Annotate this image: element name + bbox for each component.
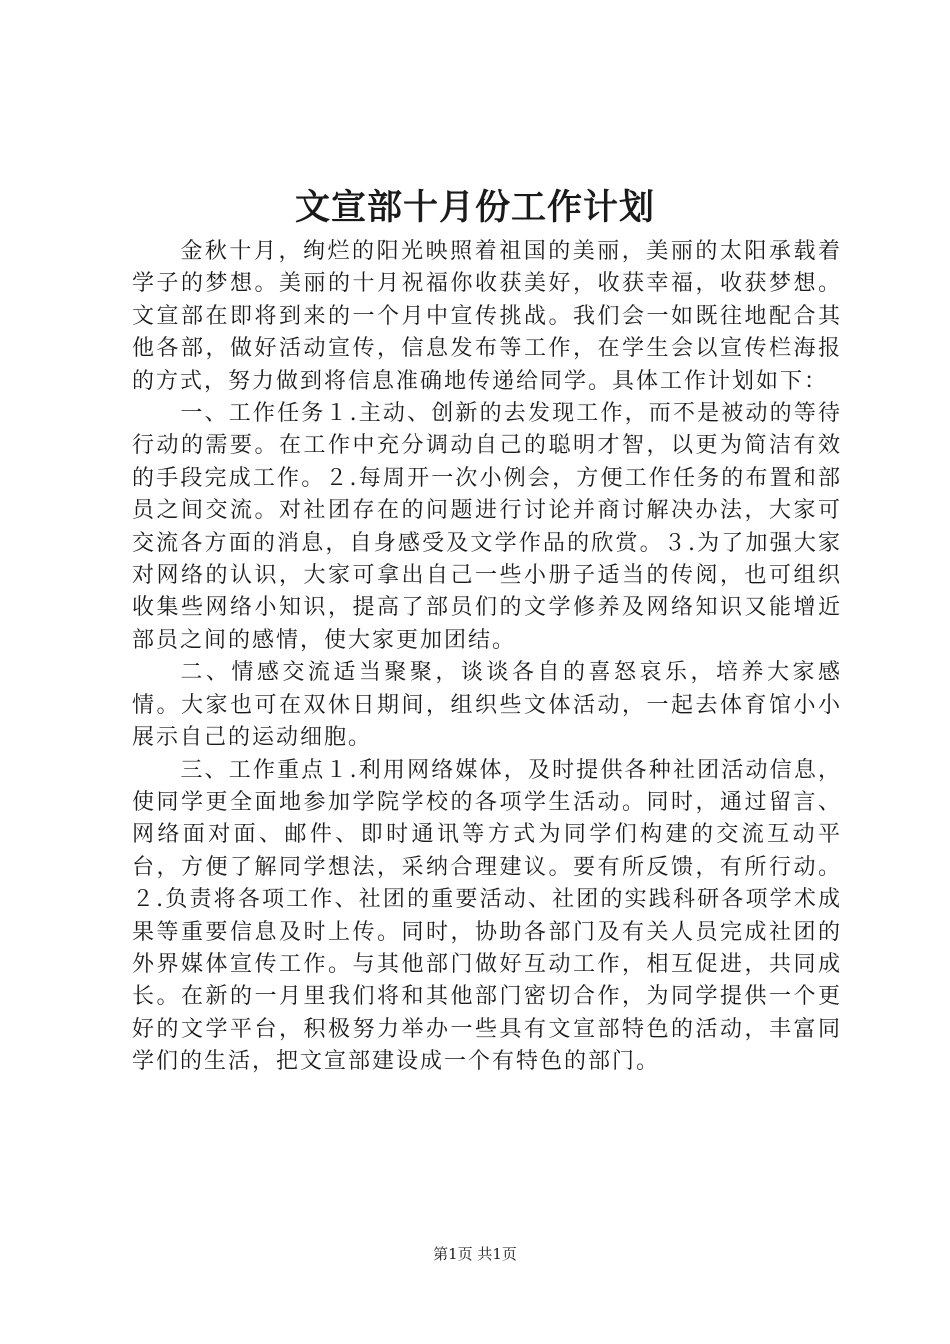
paragraph-intro: 金秋十月，绚烂的阳光映照着祖国的美丽，美丽的太阳承载着学子的梦想。美丽的十月祝福你收获美好，收获幸福，收获梦想。文宣部在即将到来的一个月中宣传挑战。我们会一如既往地配合其他各部，做好活动宣传，信息发布等工作，在学生会以宣传栏海报的方式，努力做到将信息准确地传递给同学。具体工作计划如下： [132, 239, 842, 394]
paragraph-emotional-exchange: 二、情感交流适当聚聚，谈谈各自的喜怒哀乐，培养大家感情。大家也可在双休日期间，组织些文体活动，一起去体育馆小小展示自己的运动细胞。 [132, 660, 842, 751]
paragraph-work-focus: 三、工作重点１.利用网络媒体，及时提供各种社团活动信息，使同学更全面地参加学院学校的各项学生活动。同时，通过留言、网络面对面、邮件、即时通讯等方式为同学们构建的交流互动平台，方便了解同学想法，采纳合理建议。要有所反馈，有所行动。２.负责将各项工作、社团的重要活动、社团的实践科研各项学术成果等重要信息及时上传。同时，协助各部门及有关人员完成社团的外界媒体宣传工作。与其他部门做好互动工作，相互促进，共同成长。在新的一月里我们将和其他部门密切合作，为同学提供一个更好的文学平台，积极努力举办一些具有文宣部特色的活动，丰富同学们的生活，把文宣部建设成一个有特色的部门。 [132, 757, 842, 1075]
document-title: 文宣部十月份工作计划 [294, 187, 655, 228]
paragraph-work-tasks: 一、工作任务１.主动、创新的去发现工作，而不是被动的等待行动的需要。在工作中充分调动自己的聪明才智，以更为简洁有效的手段完成工作。２.每周开一次小例会，方便工作任务的布置和部员之间交流。对社团存在的问题进行讨论并商讨解决办法，大家可交流各方面的消息，自身感受及文学作品的欣赏。３.为了加强大家对网络的认识，大家可拿出自己一些小册子适当的传阅，也可组织收集些网络小知识，提高了部员们的文学修养及网络知识又能增近部员之间的感情，使大家更加团结。 [132, 401, 842, 653]
document-body [132, 236, 842, 1079]
page-footer: 第1页 共1页 [433, 1245, 517, 1263]
